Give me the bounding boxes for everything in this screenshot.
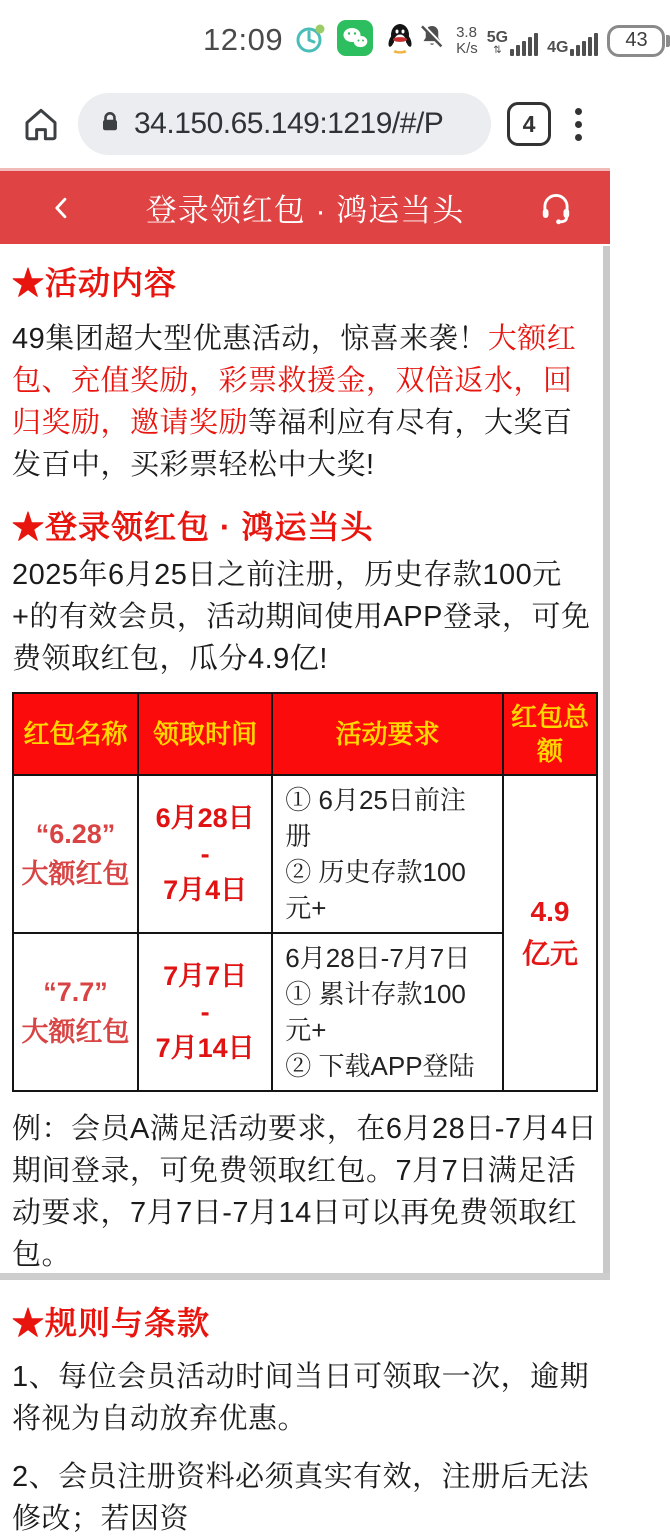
signal-bars-icon — [510, 33, 538, 56]
browser-menu-button[interactable] — [567, 104, 590, 145]
vertical-scrollbar[interactable] — [603, 246, 610, 1280]
rule-item: 2、会员注册资料必须真实有效，注册后无法修改；若因资 — [12, 1461, 590, 1535]
status-bar — [0, 0, 648, 80]
total-amount: 4.9 亿元 — [503, 775, 597, 1091]
table-row — [13, 775, 597, 933]
page-title: 登录领红包 · 鸿运当头 — [145, 193, 465, 228]
page-content — [0, 258, 610, 1540]
col-header-requirements: 活动要求 — [272, 693, 503, 775]
section-heading-rules: ★规则与条款 — [12, 1305, 211, 1341]
screen-time-icon — [293, 21, 327, 60]
claim-period: 6月28日 - 7月4日 — [138, 775, 272, 933]
status-bar-left — [203, 20, 417, 61]
qq-icon — [383, 21, 417, 60]
signal-bars-icon — [570, 33, 598, 56]
home-button[interactable] — [20, 103, 62, 145]
example-paragraph: 例：会员A满足活动要求，在6月28日-7月4日期间登录，可免费领取红包。7月7日满足活动要求，7月7日-7月14日可以再免费领取红包。 — [12, 1113, 598, 1271]
login-bonus-paragraph: 2025年6月25日之前注册，历史存款100元+的有效会员，活动期间使用APP登录，可免费领取红包，瓜分4.9亿! — [12, 559, 591, 675]
wechat-icon — [337, 20, 373, 61]
signal-5g: 5G ⇅ — [487, 30, 538, 59]
lock-icon — [98, 110, 122, 139]
customer-service-button[interactable] — [538, 171, 574, 244]
activity-paragraph: 49集团超大型优惠活动，惊喜来袭！大额红包、充值奖励，彩票救援金，双倍返水，回归奖励，邀请奖励等福利应有尽有，大奖百发百中，买彩票轻松中大奖! — [12, 323, 577, 481]
tab-switcher-button[interactable] — [507, 102, 551, 146]
table-header-row — [13, 693, 597, 775]
back-button[interactable] — [48, 171, 76, 244]
address-bar[interactable] — [78, 93, 491, 155]
col-header-total: 红包总额 — [503, 693, 597, 775]
requirements: 6月28日-7月7日 ① 累计存款100元+ ② 下载APP登陆 — [272, 933, 503, 1091]
activity-highlight: 大额红包、充值奖励，彩票救援金，双倍返水，回归奖励，邀请奖励 — [12, 323, 577, 439]
url-text: 34.150.65.149:1219/#/P — [134, 107, 444, 140]
bonus-name: “6.28” 大额红包 — [13, 775, 138, 933]
section-heading-login-bonus: ★登录领红包 · 鸿运当头 — [12, 509, 374, 545]
col-header-name: 红包名称 — [13, 693, 138, 775]
bell-muted-icon — [417, 22, 447, 57]
signal-4g: 4G — [547, 33, 598, 59]
col-header-time: 领取时间 — [138, 693, 272, 775]
section-heading-activity: ★活动内容 — [12, 265, 178, 301]
headset-icon — [538, 190, 574, 226]
bonus-name: “7.7” 大额红包 — [13, 933, 138, 1091]
tab-count: 4 — [522, 110, 536, 137]
requirements: ① 6月25日前注册 ② 历史存款100元+ — [272, 775, 503, 933]
battery-level: 43 — [625, 29, 648, 51]
bonus-table — [12, 692, 598, 1092]
battery-icon — [607, 25, 670, 57]
status-bar-right — [417, 22, 670, 59]
traffic-arrows-icon: ⇅ — [493, 44, 502, 56]
browser-toolbar — [0, 80, 610, 168]
clock-text: 12:09 — [203, 22, 284, 57]
claim-period: 7月7日 - 7月14日 — [138, 933, 272, 1091]
horizontal-scrollbar[interactable] — [0, 1273, 610, 1280]
rule-item: 1、每位会员活动时间当日可领取一次，逾期将视为自动放弃优惠。 — [12, 1361, 590, 1435]
page-header — [0, 171, 610, 244]
network-speed: 3.8 K/s — [456, 23, 478, 57]
